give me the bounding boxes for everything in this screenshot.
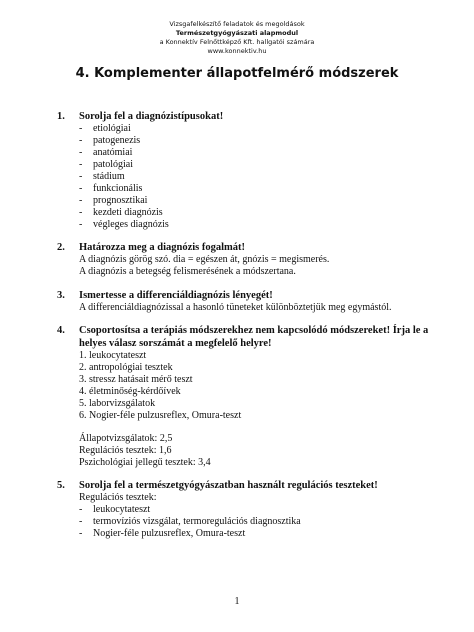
list-item: patológiai (93, 159, 133, 170)
question-text: Ismertesse a differenciáldiagnózis lényegét! (79, 290, 273, 301)
question-text: Csoportosítsa a terápiás módszerekhez nem kapcsolódó módszereket! Írja le a (79, 325, 429, 336)
list-bullet: - (79, 528, 83, 539)
list-item: patogenezis (93, 135, 141, 146)
page-title: 4. Komplementer állapotfelmérő módszerek (75, 66, 399, 81)
question-number: 3. (57, 290, 65, 301)
list-item: végleges diagnózis (93, 219, 169, 230)
list-bullet: - (79, 516, 83, 527)
list-item: Nogier-féle pulzusreflex, Omura-teszt (93, 528, 246, 539)
list-bullet: - (79, 159, 83, 170)
question-4 (57, 324, 428, 337)
question-4-continued: helyes válasz sorszámát a megfelelő helyre! (79, 338, 272, 349)
list-item: Állapotvizsgálatok: 2,5 (79, 433, 173, 444)
list-item: kezdeti diagnózis (93, 207, 163, 218)
question-number: 5. (57, 480, 65, 491)
list-item: Pszichológiai jellegű tesztek: 3,4 (79, 457, 211, 468)
header-line-3: a Konnektív Felnőttképző Kft. hallgatói számára (159, 38, 315, 46)
answer-line: A diagnózis a betegség felismerésének a módszertana. (79, 266, 296, 277)
list-bullet: - (79, 207, 83, 218)
answer-line: A differenciáldiagnózissal a hasonló tüneteket különböztetjük meg egymástól. (79, 302, 392, 313)
question-3 (57, 289, 273, 302)
list-item: 6. Nogier-féle pulzusreflex, Omura-teszt (79, 410, 242, 421)
question-number: 1. (57, 111, 65, 122)
list-bullet: - (79, 171, 83, 182)
list-item: 5. laborvizsgálatok (79, 398, 156, 409)
list-item: etiológiai (93, 123, 131, 134)
list-bullet: - (79, 135, 83, 146)
question-text: Sorolja fel a természetgyógyászatban használt regulációs teszteket! (79, 480, 378, 491)
list-item: 1. leukocytateszt (79, 350, 147, 361)
list-bullet: - (79, 147, 83, 158)
answer-line: Regulációs tesztek: (79, 492, 157, 503)
list-bullet: - (79, 219, 83, 230)
list-bullet: - (79, 504, 83, 515)
list-item: leukocytateszt (93, 504, 151, 515)
question-5 (57, 479, 378, 492)
list-bullet: - (79, 123, 83, 134)
page-number: 1 (234, 596, 240, 607)
list-item: 3. stressz hatásait mérő teszt (79, 374, 193, 385)
list-item: 2. antropológiai tesztek (79, 362, 173, 373)
question-number: 2. (57, 242, 65, 253)
list-item: stádium (93, 171, 125, 182)
question-number: 4. (57, 325, 65, 336)
list-item: prognosztikai (93, 195, 148, 206)
question-text: Határozza meg a diagnózis fogalmát! (79, 242, 246, 253)
question-text: Sorolja fel a diagnózistípusokat! (79, 111, 224, 122)
list-bullet: - (79, 183, 83, 194)
answer-line: A diagnózis görög szó. dia = egészen át, gnózis = megismerés. (79, 254, 330, 265)
header-line-4: www.konnektiv.hu (207, 47, 267, 55)
question-1 (57, 110, 223, 123)
list-bullet: - (79, 195, 83, 206)
list-item: Regulációs tesztek: 1,6 (79, 445, 172, 456)
list-item: anatómiai (93, 147, 133, 158)
header-line-2: Természetgyógyászati alapmodul (175, 29, 299, 37)
question-2 (57, 241, 245, 254)
list-item: termovíziós vizsgálat, termoregulációs diagnosztika (93, 516, 301, 527)
header-line-1: Vizsgafelkészítő feladatok és megoldások (169, 20, 305, 28)
list-item: 4. életminőség-kérdőívek (79, 386, 181, 397)
list-item: funkcionális (93, 183, 143, 194)
